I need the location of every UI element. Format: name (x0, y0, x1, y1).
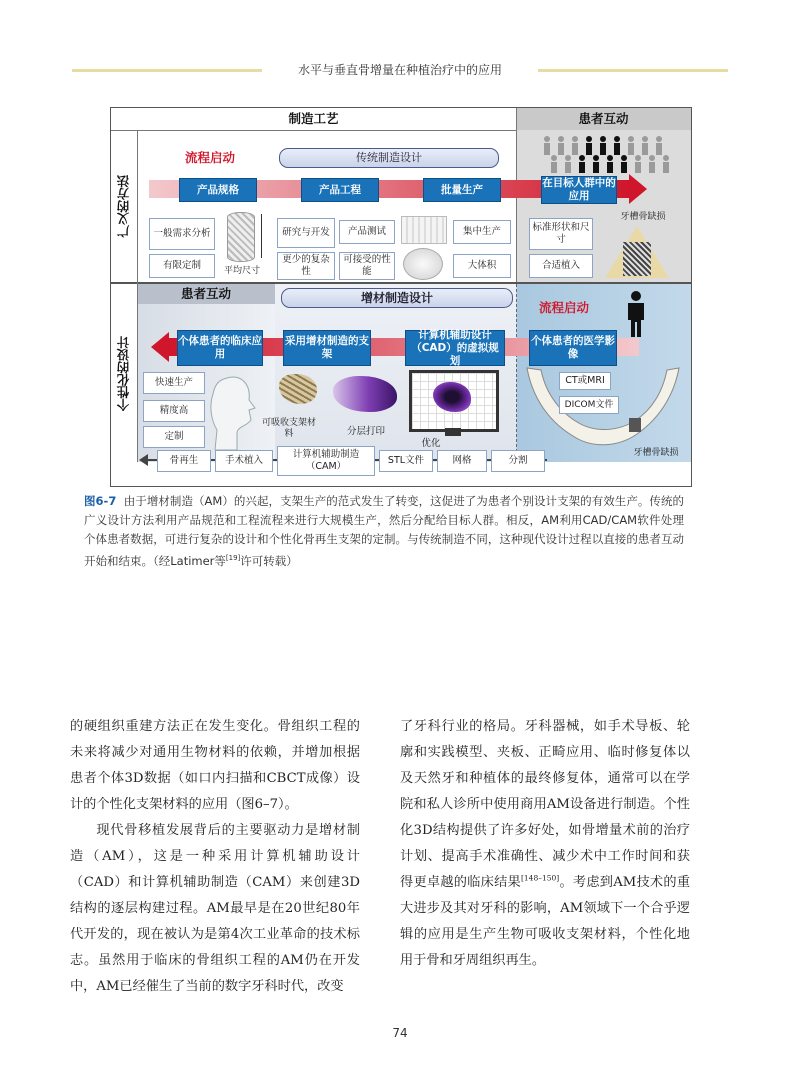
flow-product-engineering: 产品工程 (301, 178, 379, 202)
flow-clinical-application: 个体患者的临床应用 (177, 330, 263, 366)
box-central-production: 集中生产 (453, 220, 511, 244)
box-high-precision: 精度高 (143, 400, 205, 422)
chain-stl-file: STL文件 (379, 450, 433, 472)
citation: [148–150] (520, 873, 560, 883)
box-acceptable-perf: 可接受的性能 (339, 252, 395, 280)
page-number: 74 (392, 1026, 408, 1040)
row-label-personal: 个性化的设计 (116, 335, 131, 411)
top-start-label: 流程启动 (185, 150, 236, 165)
label-defect-bottom: 牙槽骨缺损 (633, 448, 679, 458)
caption-text: 由于增材制造（AM）的兴起，支架生产的范式发生了转变，这促进了为患者个别设计支架的有效生产。传统的广义设计方法利用产品规范和工程流程来进行大规模生产，然后分配给目标人群。相反，AM利用CAD/CAM软件处理个体患者数据，可进行复杂的设计和个性化骨再生支架的定制。与传统制造不同，这种现代设计过程以直接的患者互动开始和结束。（经Latimer等 (84, 494, 685, 568)
box-ct-mri: CT或MRI (559, 372, 611, 390)
pill-traditional-design: 传统制造设计 (279, 148, 499, 168)
top-flow-arrowhead (629, 174, 647, 204)
figure-6-7 (110, 107, 692, 487)
flow-target-application: 在目标人群中的应用 (542, 177, 616, 202)
chain-segmentation: 分割 (491, 450, 545, 472)
box-customization: 定制 (143, 426, 205, 448)
defect-scaffold-top (623, 242, 651, 276)
chain-cam: 计算机辅助制造（CAM） (277, 446, 375, 476)
flow-mass-production: 批量生产 (423, 178, 501, 202)
header-rule-right (538, 69, 728, 72)
paragraph: 了牙科行业的格局。牙科器械，如手术导板、轮廓和实践模型、夹板、正畸应用、临时修复体以及天然牙和种植体的最终修复体，通常可以在学院和私人诊所中使用商用AM设备进行制造。个性化3D结构提供了许多好处，如骨增量术前的治疗计划、提高手术准确性、减少术中工作时间和获得更卓越的临床结果[148–150]。考虑到AM技术的重大进步及其对牙科的影响，AM领域下一个合乎逻辑的应用是生产生物可吸收支架材料，个性化地用于骨和牙周组织再生。 (400, 719, 691, 968)
box-less-complexity: 更少的复杂性 (277, 252, 335, 280)
box-product-test: 产品测试 (339, 220, 395, 244)
scaffold-cylinder-image (227, 212, 255, 262)
box-large-volume: 大体积 (453, 254, 511, 278)
people-group-icon (541, 134, 675, 174)
pill-am-design: 增材制造设计 (281, 288, 513, 308)
chain-mesh: 网格 (437, 450, 487, 472)
label-layer-print: 分层打印 (346, 426, 385, 437)
person-icon (623, 290, 649, 338)
chain-bone-regeneration: 骨再生 (157, 450, 211, 472)
body-column-left (70, 714, 360, 1000)
box-general-needs: 一般需求分析 (149, 218, 215, 250)
paragraph: 现代骨移植发展背后的主要驱动力是增材制造（AM），这是一种采用计算机辅助设计（CAD）和计算机辅助制造（CAM）来创建3D结构的逐层构建过程。AM最早是在20世纪80年代开发的，现在被认为是第4次工业革命的技术标志。虽然用于临床的骨组织工程的AM仍在开发中，AM已经催生了当前的数字牙科时代，改变 (70, 823, 360, 994)
running-header (0, 58, 800, 82)
patient-head-illustration (209, 370, 259, 450)
scaffold-blocks-image (401, 216, 447, 244)
figure-caption (84, 492, 684, 571)
box-limited-custom: 有限定制 (149, 254, 215, 278)
chain-surgical-implant: 手术植入 (215, 450, 273, 472)
label-defect-top: 牙槽骨缺损 (620, 212, 666, 222)
box-dicom: DICOM文件 (559, 396, 619, 414)
label-optimize: 优化 (421, 438, 441, 449)
flow-medical-imaging: 个体患者的医学影像 (529, 330, 617, 366)
box-suitable-implant: 合适植入 (529, 254, 593, 278)
flow-am-scaffold: 采用增材制造的支架 (283, 330, 371, 366)
header-title: 水平与垂直骨增量在种植治疗中的应用 (297, 63, 502, 77)
paragraph: 的硬组织重建方法正在发生变化。骨组织工程的未来将减少对通用生物材料的依赖，并增加根据患者个体3D数据（如口内扫描和CBCT成像）设计的个性化支架材料的应用（图6–7）。 (70, 719, 360, 812)
section-patient-interaction-bottom: 患者互动 (180, 286, 231, 301)
flow-cad-planning: 计算机辅助设计（CAD）的虚拟规划 (405, 330, 505, 366)
body-column-right (400, 714, 690, 974)
bottom-start-label: 流程启动 (539, 300, 590, 315)
label-average-size: 平均尺寸 (223, 266, 260, 276)
monitor-stand (445, 428, 461, 436)
size-arrow (261, 214, 262, 258)
box-research-dev: 研究与开发 (277, 218, 335, 248)
caption-reference: [19] (225, 554, 241, 562)
box-fast-production: 快速生产 (143, 372, 205, 394)
caption-label: 图6-7 (84, 494, 117, 508)
section-patient-interaction: 患者互动 (578, 111, 629, 126)
caption-tail: 许可转载） (240, 553, 298, 568)
scaffold-disk-image (403, 248, 443, 280)
box-standard-shape: 标准形状和尺寸 (529, 218, 593, 250)
bottom-flow-arrowhead (151, 332, 169, 362)
label-resorbable: 可吸收支架材料 (261, 418, 316, 439)
section-manufacturing: 制造工艺 (288, 111, 339, 126)
row-label-broad: 广义的方法 (116, 174, 131, 238)
flow-product-spec: 产品规格 (179, 178, 257, 202)
